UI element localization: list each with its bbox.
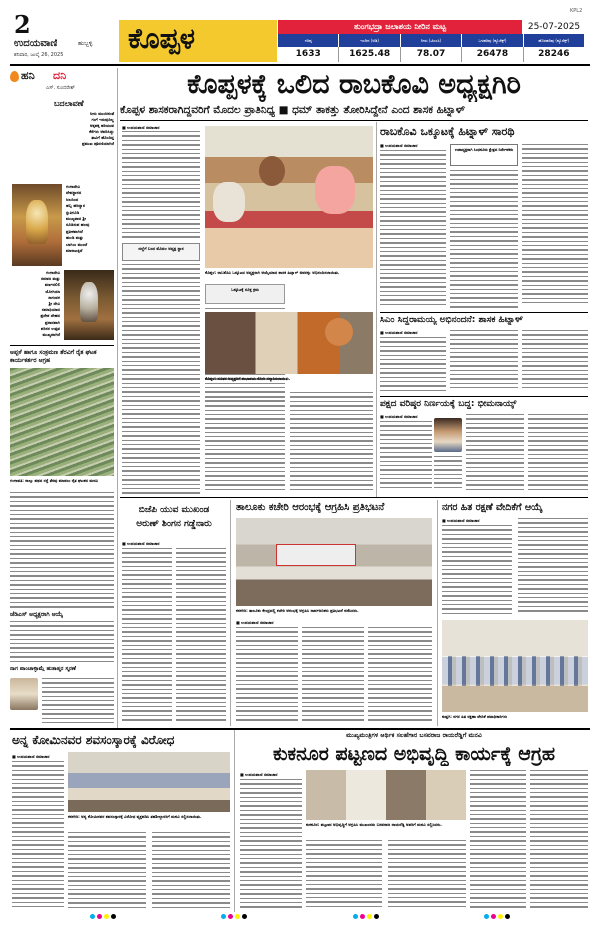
right-head-2: ಸಿಎಂ ಸಿದ್ದರಾಮಯ್ಯ ಅಭಿನಂದನೆ: ಶಾಸಕ ಹಿಟ್ನಾಳ್ (380, 315, 523, 325)
poem-line: ಪ್ರಮುಖ ಪೂರಣಿಯಾಗಿದೆ (81, 141, 114, 146)
right-body-3 (522, 144, 588, 310)
poem-line: ಜಲದಿಂದ (66, 196, 79, 202)
lead-headline: ಕೊಪ್ಪಳಕ್ಕೆ ಒಲಿದ ರಾಬಕೊವಿ ಅಧ್ಯಕ್ಷಗಿರಿ (187, 69, 521, 100)
taluk-body-3 (368, 627, 432, 725)
lead-photo-1-caption: ಕೊಪ್ಪಳ: ರಾಬಕೊವಿ ಒಕ್ಕೂಟದ ಅಧ್ಯಕ್ಷರಾಗಿ ಆಯ್ಕೆಯಾದ ಶಾಸಕ ಹಿಟ್ನಾಳ್ ಅವರನ್ನು ಅಭಿನಂದಿಸಲಾಯಿತು. (205, 270, 340, 275)
poem-line: ಸಮಾಧಿಯಾದ (41, 307, 60, 313)
poem-lines (60, 111, 114, 147)
poem2-lines (66, 184, 114, 254)
city-byline: ■ ಉದಯವಾಣಿ ಸಮಾಚಾರ (442, 518, 480, 523)
brand-row (10, 68, 114, 84)
taluk-photo (236, 518, 432, 606)
lead-rule (120, 120, 588, 121)
right-bottom-body-1 (240, 779, 302, 911)
left-bottom-byline: ■ ಉದಯವಾಣಿ ಸಮಾಚಾರ (12, 754, 50, 759)
bjp-head-2: ಅರುಣ್ ಶಿಂಗನ ಗಡ್ಡೆನಾರು (136, 519, 212, 529)
right-bottom-head: ಕುಕನೂರ ಪಟ್ಟಣದ ಅಭಿವೃದ್ಧಿ ಕಾರ್ಯಕ್ಕೆ ಆಗ್ರಹ (272, 743, 556, 765)
poem-line: ಮುಖ್ಯವಾದ ಶ್ರೀ (66, 216, 87, 222)
poem-line: ತಾವಿಗೆ ಹೊಂದಿದ್ದ (91, 135, 114, 140)
poem-line: ಪ್ರದೇಶ ದೇಹದ (40, 313, 60, 319)
dam-header-cell: ಇಂದಿನ (ಅಡಿ) (339, 34, 400, 47)
city-head: ನಗರ ಹಿತ ರಕ್ಷಣೆ ವೇದಿಕೆಗೆ ಆಯ್ಕೆ (442, 502, 543, 513)
right-bottom-body-2 (306, 840, 382, 911)
right-head-1: ರಾಬಕೊವಿ ಒಕ್ಕೂಟಕ್ಕೆ ಹಿಟ್ನಾಳ್ ಸಾರಥಿ (380, 125, 515, 138)
dam-header-cell: ಹೊರಹರಿವು (ಕ್ಯೂಸೆಕ್ಸ್) (538, 38, 570, 43)
poem-line: ಮುಖ್ಯವಾಗಿದೆ (42, 332, 60, 338)
left-column (10, 68, 114, 725)
story1-caption: ಗಂಗಾವತಿ: ನಾಲ್ಕು ಪಥದ ರಸ್ತೆ ತೆರವು ಮಾಡಲು ರೈತ ಘಟಕದ ಮನವಿ (10, 478, 98, 483)
left-bottom-caption: ಕನಕಗಿರಿ: ಅನ್ಯ ಕೋಮಿನವರ ಶವಸಂಸ್ಕಾರಕ್ಕೆ ವಿರೋಧ ವ್ಯಕ್ತಪಡಿಸಿ ತಹಶೀಲ್ದಾರರಿಗೆ ಮನವಿ ಸಲ್ಲಿಸಲಾಯಿತು. (68, 814, 202, 819)
story2-body (10, 621, 114, 663)
left-bottom-body-2 (68, 832, 146, 912)
right-byline-2: ■ ಉದಯವಾಣಿ ಸಮಾಚಾರ (380, 330, 418, 335)
poem-line: ಯೋಗಿಯಾ (45, 288, 60, 294)
date-line: ಶನಿವಾರ, ಜುಲೈ 26, 2025 (14, 52, 64, 58)
dam-value-cell: 26478 (462, 47, 523, 62)
poem-line: ಪರಿಸರ ಉತ್ಸವ (40, 325, 60, 331)
paper-name: ಉದಯವಾಣಿ (14, 38, 58, 49)
poem-line: ದೇವಸ್ಥಾನದ (66, 190, 82, 196)
masthead-rule (10, 64, 590, 66)
lead-byline: ■ ಉದಯವಾಣಿ ಸಮಾಚಾರ (122, 125, 160, 130)
right-bottom-banner: ಮುಖ್ಯಮಂತ್ರಿಗಳ ಆರ್ಥಿಕ ಸಲಹೆಗಾರ ಬಸವರಾಜ ರಾಯರೆಡ್ಡಿಗೆ ಮನವಿ (346, 732, 482, 739)
drop-icon (10, 71, 19, 82)
poem-line: ಹುಂಡಿ ಮತ್ತು (66, 235, 84, 241)
right-bottom-body-3 (388, 840, 466, 911)
lead-body-col-3 (205, 392, 285, 494)
page-number: 2 (14, 10, 31, 39)
right-body-1 (380, 150, 446, 310)
left-bottom-head: ಅನ್ನ ಕೋಮಿನವರ ಶವಸಂಸ್ಕಾರಕ್ಕೆ ವಿರೋಧ (12, 733, 175, 747)
poem-line: ಬಾಗಿಲು ಮುಂದೆ (66, 241, 88, 247)
right-col-rule (376, 122, 377, 497)
story1-head: ಅಪ್ಪಳೆ ಹಾಗೂ ಸಂಕ್ರಮಣ ತೆರವಿಗೆ ರೈತ ಘಟಕ ಕಾರ್ಯಕರ್ತರ ಆಗ್ರಹ (10, 349, 97, 364)
brand-dani: ದನಿ (53, 69, 67, 82)
pull-box (122, 243, 200, 261)
lead-photo-2-caption: ಕೊಪ್ಪಳ: ನೂತನ ಅಧ್ಯಕ್ಷರಿಗೆ ಶುಭಾಶಯ ಕೋರಿ ಸನ್ಮಾನಿಸಲಾಯಿತು. (205, 376, 291, 381)
section-rule (120, 497, 588, 498)
poem-line: ಸಮಾಜ ಮತ್ತು (41, 276, 60, 282)
dam-value-cell: 28246 (538, 49, 570, 59)
deity-photo-2 (64, 270, 114, 340)
divider (380, 312, 588, 313)
dam-value-cell: 1625.48 (339, 47, 400, 62)
right-body-2 (450, 170, 518, 310)
right-bottom-byline: ■ ಉದಯವಾಣಿ ಸಮಾಚಾರ (240, 772, 278, 777)
dam-header-cell: ನೀರು (ಟಿಎಂಸಿ) (401, 34, 462, 47)
quote-head: ಉಪಾಧ್ಯಕ್ಷರಾಗಿ ಸಿಂಧನೂರು ಕ್ಷೇತ್ರದ ನಿರ್ದೇಶಕರು (454, 147, 514, 152)
dam-value-cell: 78.07 (401, 47, 462, 62)
story3-head: ನಾಗ ಪಾಂಚಾಳ್ಳಾಮ್ಗೆ ಹುತಾತ್ಮರ ಸ್ಮರಣೆ (10, 666, 76, 672)
inner-head: ಒಕ್ಕೂಟಕ್ಕೆ ಸೂಕ್ತ ಕ್ರಮ (231, 287, 259, 292)
poem-line: ಗಂಗೆ ಇರುವುದಿಲ್ಲ (91, 117, 114, 122)
city-caption: ಕುಷ್ಟಗಿ: ನಗರ ಹಿತ ರಕ್ಷಣಾ ವೇದಿಕೆ ಪದಾಧಿಕಾರಿಗಳು (442, 714, 508, 719)
mid-col-rule (437, 500, 438, 726)
dam-header-cell: ಗರಿಷ್ಠ (278, 34, 339, 47)
story1-photo (10, 368, 114, 476)
taluk-head: ತಾಲೂಕು ಕಚೇರಿ ಆರಂಭಕ್ಕೆ ಆಗ್ರಹಿಸಿ ಪ್ರತಿಭಟನೆ (236, 502, 385, 513)
lead-subheadline: ಕೊಪ್ಪಳ ಶಾಸಕರಾಗಿದ್ದವರಿಗೆ ಮೊದಲ ಪ್ರಾತಿನಿಧ್ಯ ■ ಧಮ್ ತಾಕತ್ತು ತೋರಿಸಿದ್ದೇನೆ ಎಂದ ಶಾಸಕ ಹಿಟ್ನಾಳ್ (120, 104, 465, 116)
dam-title-bar: ತುಂಗಭದ್ರಾ ಜಲಾಶಯ ನೀರಿನ ಮಟ್ಟ (278, 20, 522, 34)
poem-line: ಗಂಗಾದೇವಿ (66, 184, 80, 189)
mid-col-rule (230, 500, 231, 726)
taluk-caption: ಕನಕಗಿರಿ: ತಾಲೂಕು ಕೇಂದ್ರದಲ್ಲಿ ಕಚೇರಿ ಆರಂಭಕ್ಕೆ ಆಗ್ರಹಿಸಿ ಸಾರ್ವಜನಿಕರು ಪ್ರತಿಭಟನೆ ನಡೆಸಿದರು. (236, 608, 359, 613)
right-bottom-body-4 (470, 770, 526, 911)
story1-body (10, 492, 114, 608)
right-body-8 (434, 456, 462, 493)
bjp-body-2 (176, 548, 226, 724)
right-body-10 (528, 414, 588, 494)
left-bottom-photo (68, 752, 230, 812)
lead-body-col-1b (122, 264, 200, 494)
right-bottom-photo (306, 770, 466, 820)
masthead (0, 0, 600, 62)
right-bottom-caption: ಕುಕನೂರ: ಪಟ್ಟಣದ ಅಭಿವೃದ್ಧಿಗೆ ಆಗ್ರಹಿಸಿ ಮುಖಂಡರು ಬಸವರಾಜ ರಾಯರೆಡ್ಡಿ ಅವರಿಗೆ ಮನವಿ ಸಲ್ಲಿಸಿದರು. (306, 822, 442, 827)
dam-header-row (278, 34, 584, 47)
lead-body-col-1 (122, 131, 200, 241)
brand-hani: ಹನಿ (21, 69, 35, 82)
bjp-box (122, 503, 226, 537)
deity-photo-1 (12, 184, 62, 266)
color-registration-marks (90, 914, 510, 922)
divider (10, 345, 114, 346)
poem-line: ಶ್ರೀ ದೇವಿ (48, 301, 60, 307)
dam-date: 25-07-2025 (527, 22, 581, 32)
dam-value-row (278, 47, 584, 62)
taluk-body-1 (236, 627, 298, 725)
lead-photo-1 (205, 126, 373, 268)
lead-photo-2 (205, 312, 373, 374)
dam-header-cell: ಒಳಹರಿವು (ಕ್ಯೂಸೆಕ್ಸ್) (462, 34, 523, 47)
bottom-rule (10, 728, 590, 730)
poem-line: ಪ್ರಸಾದವಾಗಿ (44, 319, 60, 325)
lead-body-col-4 (290, 392, 373, 494)
bottom-col-rule (234, 730, 235, 912)
taluk-body-2 (302, 627, 364, 725)
poem-line: ಮಾರಾಟಕ್ಕಿದೆ (66, 248, 83, 254)
right-byline-3: ■ ಉದಯವಾಣಿ ಸಮಾಚಾರ (380, 414, 418, 419)
divider (380, 396, 588, 397)
pull-head: ಜಿಲ್ಲೆಗೆ ಬಂದ ಮೊದಲ ಅಧ್ಯಕ್ಷ ಸ್ಥಾನ (138, 246, 184, 251)
right-byline-1: ■ ಉದಯವಾಣಿ ಸಮಾಚಾರ (380, 143, 418, 148)
story2-head: ಜೆಡಿಎಸ್ ಅಧ್ಯಕ್ಷರಾಗಿ ಆಯ್ಕೆ (10, 611, 63, 618)
right-body-7 (380, 421, 432, 493)
section-title: ಕೊಪ್ಪಳ (128, 22, 195, 55)
portrait-photo (10, 678, 38, 710)
poem-line: ಅಕ್ಕಪಕ್ಕ ಹರಿಯುವ (90, 123, 114, 128)
mla-portrait (434, 418, 462, 452)
right-body-9 (466, 414, 524, 494)
left-bottom-body-3 (152, 832, 230, 912)
right-body-5 (450, 330, 518, 393)
poem-line: ಸೂಚಿಸುವ ಹಲವು (66, 222, 90, 228)
right-body-6 (522, 330, 588, 393)
poem-line: ಕೆರೆಗಳು ಆವರಿಸಿದ್ದು (89, 129, 114, 134)
story3-body (42, 678, 114, 724)
city-body-2 (518, 518, 588, 617)
bjp-byline: ■ ಉದಯವಾಣಿ ಸಮಾಚಾರ (122, 541, 160, 546)
poem-line: ವರ್ಣದಲಿಲಿ (44, 282, 60, 288)
bjp-head-1: ಬಿಜೆಪಿ ಯುವ ಮುಖಂಡ (138, 505, 210, 515)
poem-line: ಸಾಗುವಳಿ (48, 294, 60, 300)
left-bottom-body-1 (12, 761, 64, 911)
poem-line: ಸ್ತುತಿಗೂಡಿ (66, 209, 80, 215)
dam-panel (278, 20, 584, 62)
poem3-lines (10, 270, 60, 338)
poem-line: ಗಂಗಾದೇವಿ (46, 270, 60, 275)
city-body-1 (442, 525, 512, 617)
poem-line: ನೀರು ಮುಂಚಿನಂತೆ (90, 111, 114, 116)
right-head-3: ಪಕ್ಷದ ವರಿಷ್ಠರ ನಿರ್ಣಯಕ್ಕೆ ಬದ್ಧ: ಭೀಮನಾಯ್ಕ್ (380, 399, 517, 409)
poem-line: ಪ್ರತೀಕವಾಗಿದೆ (66, 228, 83, 234)
poem-line: ಹಬ್ಬ ಹರಿದ್ವಾರ (66, 203, 86, 209)
left-col-rule (117, 68, 118, 728)
bjp-body-1 (122, 548, 172, 724)
city-photo (442, 620, 588, 712)
page-code: KPL2 (570, 8, 583, 14)
taluk-byline: ■ ಉದಯವಾಣಿ ಸಮಾಚಾರ (236, 620, 274, 625)
right-bottom-body-5 (530, 770, 588, 911)
right-body-4 (380, 337, 446, 393)
poem-title: ಬದಲಾವಣೆ (54, 99, 84, 108)
inner-box (205, 284, 285, 304)
edition-tag: ಹುಬ್ಬಳ್ಳಿ (78, 40, 93, 47)
author-name: ಎಸ್. ಸುಂದರೇಶ್ (46, 85, 75, 91)
dam-value-cell: 1633 (278, 47, 339, 62)
quote-box (450, 144, 518, 166)
